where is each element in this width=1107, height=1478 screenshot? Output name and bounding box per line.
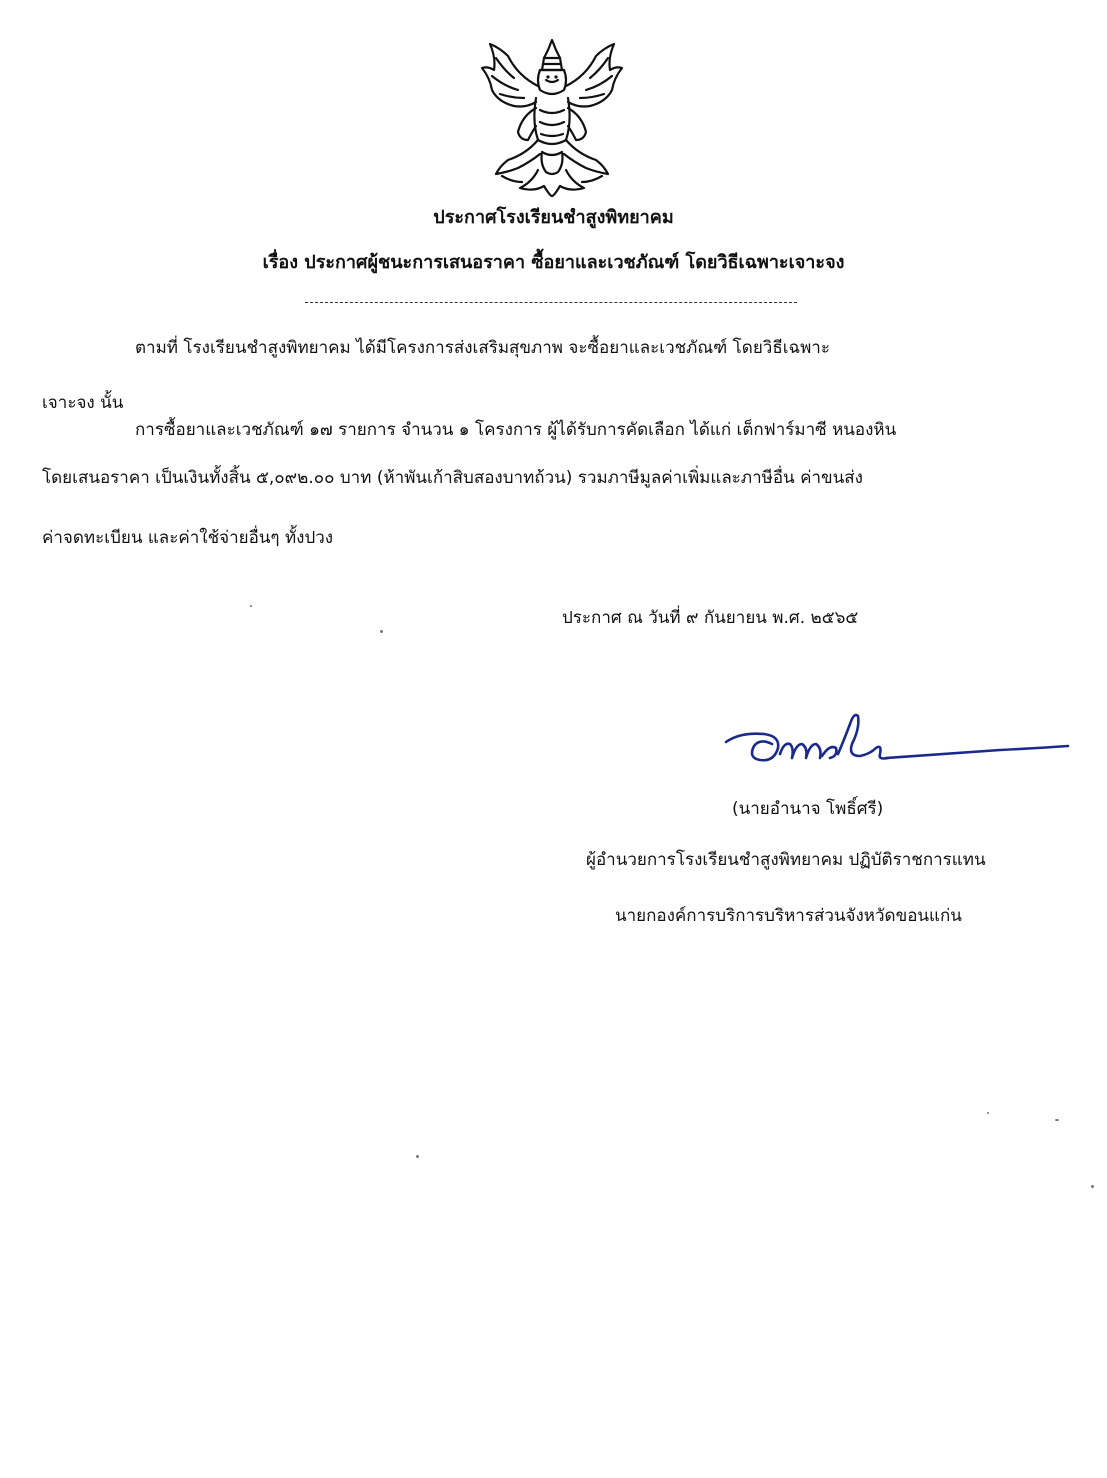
scan-speck [1091,1185,1094,1188]
scan-speck [380,630,383,633]
signatory-position-line-1: ผู้อำนวยการโรงเรียนชำสูงพิทยาคม ปฏิบัติราชการแทน [586,850,986,870]
announcement-title: ประกาศโรงเรียนชำสูงพิทยาคม [433,207,674,228]
paragraph-1-line-1: ตามที่ โรงเรียนชำสูงพิทยาคม ได้มีโครงการส่งเสริมสุขภาพ จะซื้อยาและเวชภัณฑ์ โดยวิธีเฉพาะ [135,338,830,358]
scan-speck [987,1112,989,1114]
handwritten-signature-icon [720,704,1072,774]
signatory-position-line-2: นายกองค์การบริการบริหารส่วนจังหวัดขอนแก่น [615,906,962,926]
scan-speck [416,1155,419,1158]
scan-speck [250,605,252,607]
separator-line [305,302,797,303]
paragraph-2-line-3: ค่าจดทะเบียน และค่าใช้จ่ายอื่นๆ ทั้งปวง [42,528,334,548]
signatory-name: (นายอำนาจ โพธิ์ศรี) [732,799,884,819]
garuda-emblem-icon [478,36,626,198]
paragraph-1-line-2: เจาะจง นั้น [42,393,124,413]
announcement-date: ประกาศ ณ วันที่ ๙ กันยายน พ.ศ. ๒๕๖๕ [562,608,859,628]
paragraph-2-line-1: การซื้อยาและเวชภัณฑ์ ๑๗ รายการ จำนวน ๑ โครงการ ผู้ได้รับการคัดเลือก ได้แก่ เต็กฟาร์มาซี หนองหิน [135,420,897,440]
scan-speck [1055,1119,1059,1121]
announcement-subject: เรื่อง ประกาศผู้ชนะการเสนอราคา ซื้อยาและเวชภัณฑ์ โดยวิธีเฉพาะเจาะจง [262,252,845,273]
paragraph-2-line-2: โดยเสนอราคา เป็นเงินทั้งสิ้น ๕,๐๙๒.๐๐ บาท (ห้าพันเก้าสิบสองบาทถ้วน) รวมภาษีมูลค่าเพิ่มและภาษีอื่น ค่าขนส่ง [42,468,863,488]
